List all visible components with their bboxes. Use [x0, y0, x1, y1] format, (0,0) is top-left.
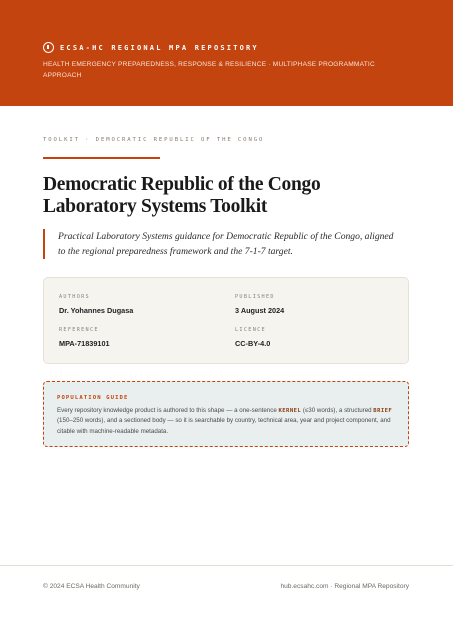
- reference-label: REFERENCE: [59, 327, 99, 333]
- repository-title: ECSA-HC REGIONAL MPA REPOSITORY: [60, 43, 259, 52]
- metadata-card: [43, 277, 409, 364]
- published-label: PUBLISHED: [235, 294, 275, 300]
- accent-divider: [43, 157, 160, 159]
- population-guide-text: [57, 406, 397, 437]
- licence-field: [235, 327, 270, 348]
- page-title: [43, 174, 403, 217]
- published-value: 3 August 2024: [235, 306, 285, 315]
- guide-text-part2: (≤30 words), a structured: [301, 407, 374, 414]
- repository-subtitle: HEALTH EMERGENCY PREPAREDNESS, RESPONSE & RESILIENCE · MULTIPHASE PROGRAMMATIC APPROACH: [43, 61, 375, 79]
- authors-label: AUTHORS: [59, 294, 90, 300]
- footer-divider: [0, 565, 453, 566]
- document-eyebrow: TOOLKIT · DEMOCRATIC REPUBLIC OF THE CONGO: [43, 137, 265, 143]
- authors-value: Dr. Yohannes Dugasa: [59, 306, 134, 315]
- reference-value: MPA-71839101: [59, 339, 110, 348]
- authors-field: [59, 294, 133, 315]
- population-guide-callout: [43, 381, 409, 447]
- repository-brand[interactable]: [43, 42, 259, 53]
- guide-text-part3: (150–250 words), and a sectioned body — so it is searchable by country, technical area, year and project component, and citable with machine-readable metadata.: [57, 417, 391, 435]
- reference-field: [59, 327, 110, 348]
- brief-tag: BRIEF: [373, 408, 393, 414]
- licence-label: LICENCE: [235, 327, 266, 333]
- guide-text-part1: Every repository knowledge product is authored to this shape — a one-sentence: [57, 407, 279, 414]
- power-circle-icon: [43, 42, 54, 53]
- footer-copyright: © 2024 ECSA Health Community: [43, 583, 140, 590]
- document-lede: Practical Laboratory Systems guidance for Democratic Republic of the Congo, aligned to the regional preparedness framework and the 7-1-7 target.: [43, 229, 403, 259]
- published-field: [235, 294, 284, 315]
- header-banner: [0, 0, 453, 106]
- footer-site-link[interactable]: hub.ecsahc.com · Regional MPA Repository: [280, 583, 409, 590]
- kernel-tag: KERNEL: [278, 408, 302, 414]
- page-title-line2: Laboratory Systems Toolkit: [43, 195, 268, 217]
- page-title-line1: Democratic Republic of the Congo: [43, 174, 321, 195]
- population-guide-label: POPULATION GUIDE: [57, 395, 129, 401]
- licence-value: CC-BY-4.0: [235, 339, 271, 348]
